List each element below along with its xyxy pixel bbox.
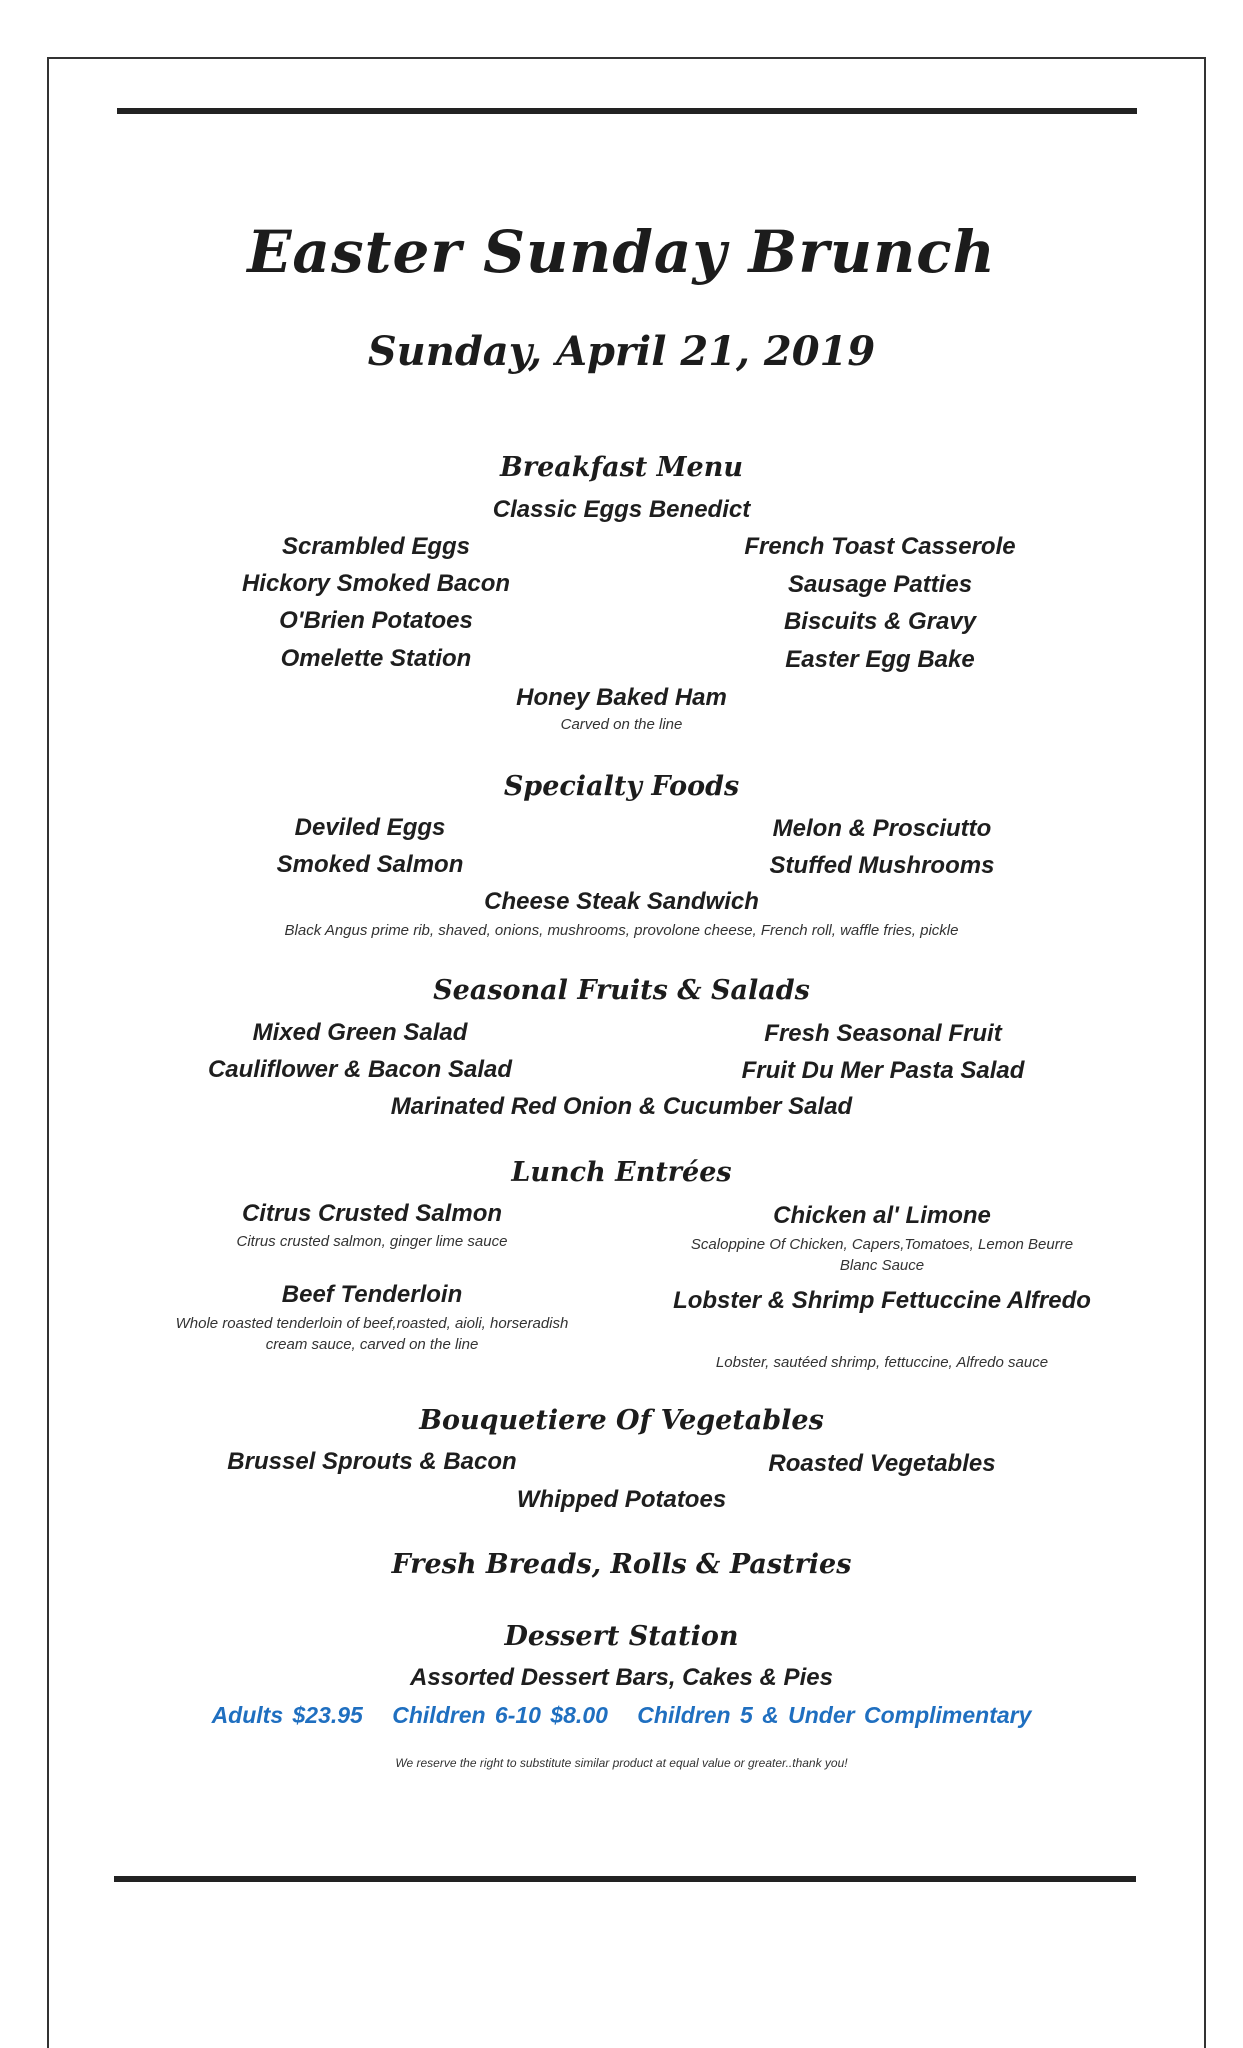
price-small-children: Children 5 & Under Complimentary [637, 1702, 1032, 1728]
lunch-left-item-name: Citrus Crusted Salmon [241, 1200, 503, 1227]
dessert-item: Assorted Dessert Bars, Cakes & Pies [410, 1664, 833, 1691]
price-adults: Adults $23.95 [211, 1702, 363, 1728]
pricing-line [0, 1702, 1243, 1729]
breakfast-left-item: Hickory Smoked Bacon [241, 570, 511, 597]
breakfast-left-item: O'Brien Potatoes [279, 607, 473, 634]
lunch-right-item-name: Chicken al' Limone [773, 1202, 991, 1229]
breakfast-item-bottom: Honey Baked Ham [516, 684, 727, 711]
breakfast-right-item: Easter Egg Bake [785, 646, 975, 673]
section-heading-breads: Fresh Breads, Rolls & Pastries [391, 1549, 852, 1580]
salads-item-bottom: Marinated Red Onion & Cucumber Salad [390, 1093, 853, 1120]
vegetables-right-item: Roasted Vegetables [768, 1450, 996, 1477]
section-heading-specialty: Specialty Foods [503, 771, 740, 802]
specialty-right-item: Melon & Prosciutto [772, 815, 992, 842]
salads-right-item: Fruit Du Mer Pasta Salad [741, 1057, 1025, 1084]
salads-left-item: Cauliflower & Bacon Salad [207, 1056, 513, 1083]
lunch-right-item-desc: Scaloppine Of Chicken, Capers,Tomatoes, Lemon Beurre Blanc Sauce [690, 1236, 1074, 1274]
breakfast-right-item: Sausage Patties [787, 571, 973, 598]
breakfast-left-item: Omelette Station [280, 645, 472, 672]
section-heading-salads: Seasonal Fruits & Salads [433, 975, 810, 1006]
salads-left-item: Mixed Green Salad [252, 1019, 468, 1046]
lunch-left-item-name: Beef Tenderloin [281, 1281, 463, 1308]
vegetables-left-item: Brussel Sprouts & Bacon [227, 1448, 517, 1475]
breakfast-right-item: Biscuits & Gravy [783, 608, 977, 635]
lunch-left-item-desc: Whole roasted tenderloin of beef,roasted, aioli, horseradish cream sauce, carved on the line [175, 1315, 569, 1353]
section-heading-dessert: Dessert Station [504, 1621, 739, 1652]
lunch-right-item-name: Lobster & Shrimp Fettuccine Alfredo [673, 1287, 1091, 1314]
specialty-left-item: Deviled Eggs [294, 814, 446, 841]
disclaimer: We reserve the right to substitute similar product at equal value or greater..thank you! [395, 1756, 848, 1770]
menu-date: Sunday, April 21, 2019 [367, 328, 876, 375]
specialty-item-bottom-desc: Black Angus prime rib, shaved, onions, mushrooms, provolone cheese, French roll, waffle fries, pickle [284, 922, 959, 939]
lunch-left-item-desc: Citrus crusted salmon, ginger lime sauce [236, 1233, 508, 1250]
breakfast-item-top: Classic Eggs Benedict [492, 496, 751, 523]
salads-right-item: Fresh Seasonal Fruit [764, 1020, 1002, 1047]
section-heading-vegetables: Bouquetiere Of Vegetables [419, 1405, 824, 1436]
top-divider [117, 108, 1137, 114]
breakfast-left-item: Scrambled Eggs [281, 533, 471, 560]
menu-title: Easter Sunday Brunch [247, 218, 996, 286]
breakfast-right-item: French Toast Casserole [744, 533, 1016, 560]
specialty-right-item: Stuffed Mushrooms [769, 852, 995, 879]
price-children: Children 6-10 $8.00 [392, 1702, 608, 1728]
vegetables-item-bottom: Whipped Potatoes [516, 1486, 727, 1513]
bottom-divider [114, 1876, 1136, 1882]
specialty-item-bottom: Cheese Steak Sandwich [484, 888, 759, 915]
section-heading-breakfast: Breakfast Menu [500, 452, 743, 483]
lunch-right-item-desc: Lobster, sautéed shrimp, fettuccine, Alfredo sauce [715, 1354, 1049, 1371]
section-heading-lunch: Lunch Entrées [511, 1157, 732, 1188]
breakfast-item-bottom-desc: Carved on the line [560, 716, 683, 733]
specialty-left-item: Smoked Salmon [276, 851, 464, 878]
